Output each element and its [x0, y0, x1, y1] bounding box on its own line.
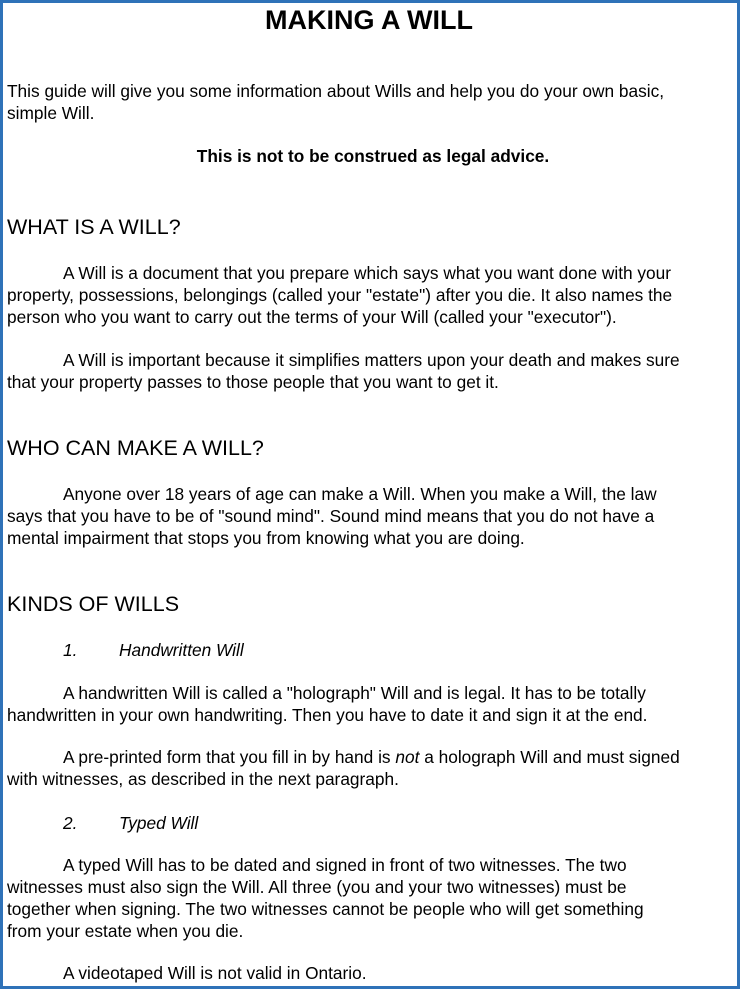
paragraph-line: together when signing. The two witnesses cannot be people who will get something — [7, 899, 644, 919]
list-item-label: Typed Will — [119, 813, 199, 833]
emphasis-not: not — [395, 747, 420, 767]
paragraph-line: A typed Will has to be dated and signed in front of two witnesses. The two — [63, 855, 627, 875]
paragraph-line: A videotaped Will is not valid in Ontario. — [63, 963, 367, 983]
intro-line: This guide will give you some information about Wills and help you do your own basic, — [7, 81, 665, 101]
typed-paragraph-2 — [7, 962, 367, 984]
paragraph-line: handwritten in your own handwriting. Then you have to date it and sign it at the end. — [7, 705, 648, 725]
paragraph-line: that your property passes to those people that you want to get it. — [7, 372, 499, 392]
paragraph-line: witnesses must also sign the Will. All three (you and your two witnesses) must be — [7, 877, 627, 897]
paragraph-line: says that you have to be of "sound mind". Sound mind means that you do not have a — [7, 506, 655, 526]
paragraph-line: A handwritten Will is called a "holograph" Will and is legal. It has to be totally — [63, 683, 646, 703]
disclaimer: This is not to be construed as legal advice. — [196, 146, 550, 166]
paragraph-line: A Will is a document that you prepare which says what you want done with your — [63, 263, 672, 283]
what-paragraph-2 — [7, 349, 680, 393]
document-title: MAKING A WILL — [265, 5, 473, 35]
typed-paragraph-1 — [7, 854, 644, 942]
list-item-number: 2. — [63, 813, 78, 833]
paragraph-line: person who you want to carry out the terms of your Will (called your "executor"). — [7, 307, 617, 327]
intro-paragraph — [7, 80, 664, 124]
heading-kinds-of-wills: KINDS OF WILLS — [7, 592, 180, 616]
paragraph-line: mental impairment that stops you from knowing what you are doing. — [7, 528, 525, 548]
paragraph-line: A pre-printed form that you fill in by hand is not a holograph Will and must signed — [63, 747, 680, 767]
paragraph-line: A Will is important because it simplifies matters upon your death and makes sure — [63, 350, 680, 370]
paragraph-line: property, possessions, belongings (called your "estate") after you die. It also names the — [7, 285, 673, 305]
list-item-label: Handwritten Will — [119, 640, 244, 660]
heading-who-can-make-a-will: WHO CAN MAKE A WILL? — [7, 436, 264, 460]
intro-line: simple Will. — [7, 103, 95, 123]
paragraph-line: with witnesses, as described in the next paragraph. — [7, 769, 399, 789]
paragraph-line: from your estate when you die. — [7, 921, 244, 941]
handwritten-paragraph-1 — [7, 682, 647, 726]
handwritten-paragraph-2 — [7, 746, 680, 790]
paragraph-line: Anyone over 18 years of age can make a Will. When you make a Will, the law — [63, 484, 657, 504]
list-item-number: 1. — [63, 640, 78, 660]
heading-what-is-a-will: WHAT IS A WILL? — [7, 215, 181, 239]
who-paragraph-1 — [7, 483, 657, 549]
what-paragraph-1 — [7, 262, 672, 328]
